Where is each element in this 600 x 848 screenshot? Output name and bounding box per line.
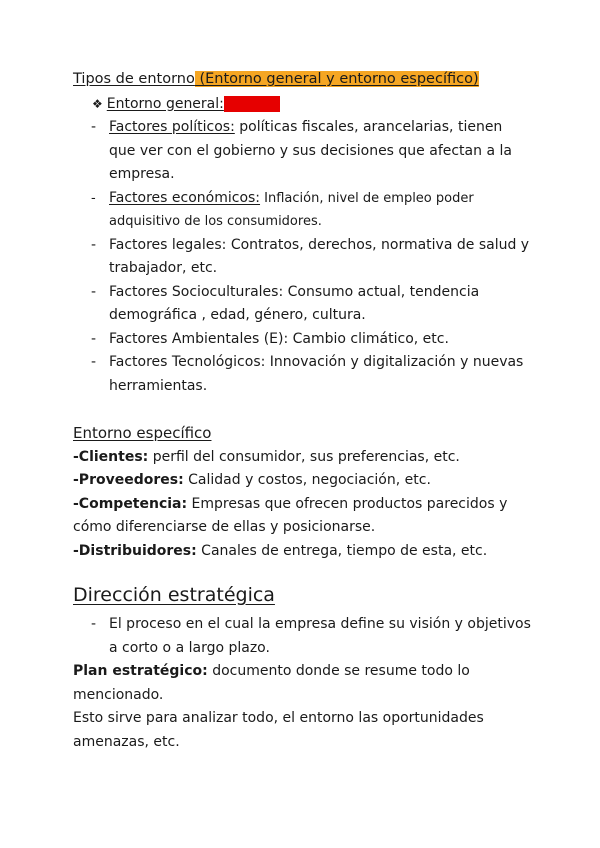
list-item-politicos (73, 116, 533, 187)
list-item-proceso: - El proceso en el cual la empresa define su visión y objetivos a corto o a largo plazo. (73, 613, 533, 660)
spacer (73, 398, 533, 422)
row-competencia (73, 493, 533, 540)
factor-text: Factores Socioculturales: Consumo actual, tendencia demográfica , edad, género, cultura. (109, 283, 480, 323)
list-item-socioculturales (73, 281, 533, 328)
document-page (73, 68, 533, 754)
row-label: -Distribuidores: (73, 542, 197, 559)
entorno-especifico-heading: Entorno específico (73, 424, 212, 442)
plan-text: documento donde se resume todo lo mencionado. (73, 663, 470, 703)
row-distribuidores (73, 540, 533, 564)
row-text: perfil del consumidor, sus preferencias, etc. (148, 448, 460, 465)
pestel-highlight: PESTEL (223, 95, 280, 112)
factor-text: Inflación, nivel de empleo poder adquisitivo de los consumidores. (109, 190, 474, 229)
closing-paragraph: Esto sirve para analizar todo, el entorno las oportunidades amenazas, etc. (73, 710, 484, 750)
factor-text: Factores Ambientales (E): Cambio climático, etc. (109, 330, 449, 347)
factor-label: Factores económicos: (109, 189, 261, 206)
factor-label: Factores políticos: (109, 119, 235, 135)
row-proveedores (73, 469, 533, 493)
list-item-ambientales (73, 328, 533, 352)
entorno-general-line (73, 93, 533, 117)
plan-estrategico (73, 660, 533, 707)
tipos-heading-title: Tipos de entorno (73, 71, 195, 87)
spacer (73, 563, 533, 581)
tipos-heading-highlight: (Entorno general y entorno específico) (194, 71, 479, 87)
row-label: -Competencia: (73, 495, 188, 512)
pestel-factor-list (73, 116, 533, 398)
row-clientes (73, 446, 533, 470)
list-item-economicos (73, 187, 533, 234)
factor-text: Factores legales: Contratos, derechos, normativa de salud y trabajador, etc. (109, 236, 530, 276)
list-item-tecnologicos (73, 351, 533, 398)
row-label: -Proveedores: (73, 472, 184, 488)
entorno-general-label: Entorno general: (106, 95, 224, 112)
row-text: Calidad y costos, negociación, etc. (183, 472, 431, 488)
factor-text: políticas fiscales, arancelarias, tienen que ver con el gobierno y sus decisiones que afectan a la empresa. (109, 119, 512, 182)
direccion-list (73, 613, 533, 660)
plan-label: Plan estratégico: (73, 663, 208, 679)
list-item-legales (73, 234, 533, 281)
row-label: -Clientes: (73, 448, 149, 465)
row-text: Empresas que ofrecen productos parecidos y cómo diferenciarse de ellas y posicionarse. (73, 495, 508, 535)
tipos-heading (73, 68, 533, 92)
factor-text: Factores Tecnológicos: Innovación y digitalización y nuevas herramientas. (109, 354, 524, 394)
direccion-heading: Dirección estratégica (73, 584, 275, 606)
row-text: Canales de entrega, tiempo de esta, etc. (196, 542, 488, 559)
diamond-bullet-icon: ❖ (92, 96, 103, 111)
